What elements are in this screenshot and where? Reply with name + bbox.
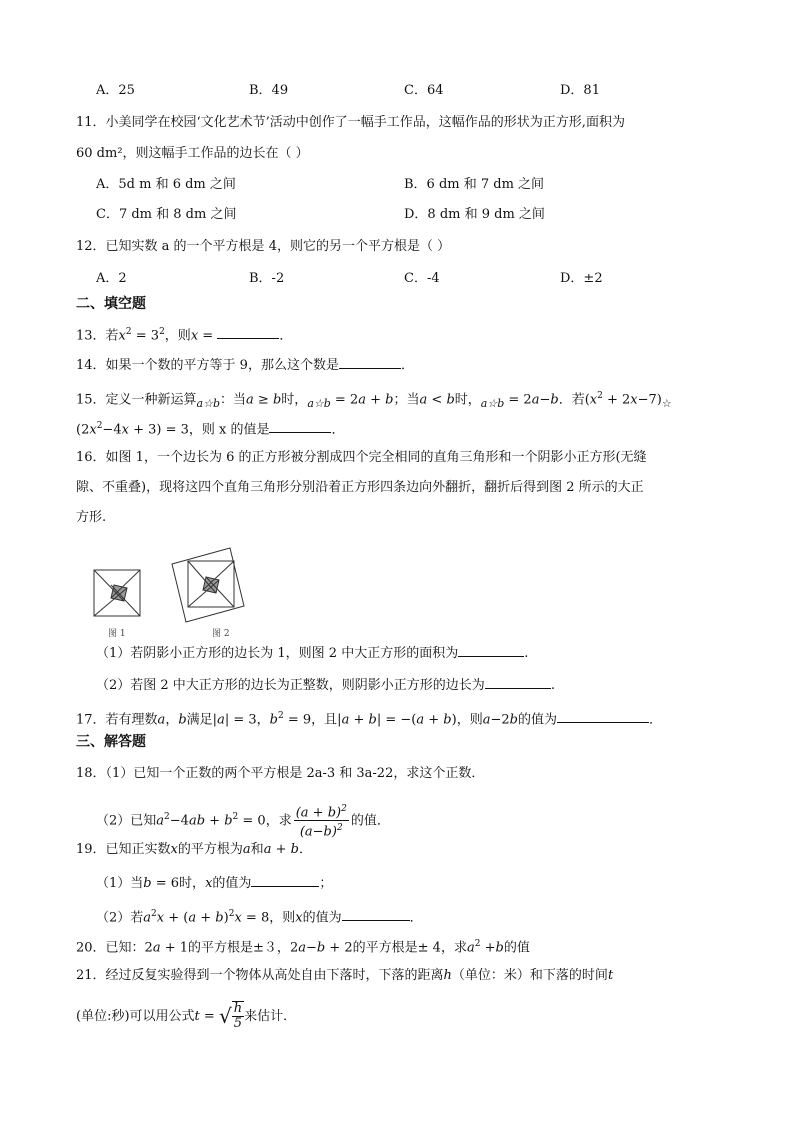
q17-c5: 的值为 (517, 712, 557, 728)
q13-mid: ，则 (164, 328, 191, 344)
q16-line1: 16．如图 1，一个边长为 6 的正方形被分割成四个完全相同的直角三角形和一个阴影小正方形(无缝 (76, 450, 647, 465)
q12-option-b: B．-2 (249, 271, 285, 286)
q19-sub2-post: ． (409, 910, 423, 926)
q15-c1: ：当 (220, 392, 247, 408)
q10-option-d: D．81 (560, 83, 600, 98)
q19-sub1-c: 的值为 (212, 876, 252, 891)
q17-pre: 17．若有理数 (76, 712, 158, 728)
q15-blank[interactable] (269, 418, 331, 433)
q20-post: 的值 (503, 940, 530, 956)
q13-blank[interactable] (217, 324, 279, 339)
q21-line2-pre: (单位:秒)可以用公式 (76, 1008, 195, 1024)
q17-c2: ， (256, 712, 270, 728)
q21-line2: (单位:秒)可以用公式t = √ $\frac{h}{5}$ 来估计． (76, 1001, 297, 1031)
q15-c3: ；当 (393, 392, 420, 408)
q16-sub2-blank[interactable] (485, 674, 551, 689)
q19-sub1: （1）当b = 6时，x的值为 ； (96, 872, 332, 894)
q15-line2-mid: ，则 x 的值是 (188, 422, 270, 438)
q11-line2: 60 dm²，则这幅手工作品的边长在（ ） (76, 146, 309, 161)
q12-option-c: C．-4 (404, 271, 440, 286)
q16-fig1-caption: 图 1 (108, 629, 126, 639)
q18-sub2-pre: （2）已知 (96, 813, 157, 829)
q19-sub1-mid: 时， (179, 876, 206, 891)
q21-sqrt: √ $\frac{h}{5}$ (218, 1001, 243, 1031)
q19-c1: 的平方根为 (177, 842, 243, 857)
q16-sub2-end: . (550, 678, 555, 693)
q16-line3: 方形. (76, 510, 107, 525)
q15-post: ． (331, 422, 345, 438)
q16-sub1 (96, 642, 528, 664)
q21-line1: 21．经过反复实验得到一个物体从高处自由下落时，下落的距离h（单位：米）和下落的时间t (76, 968, 614, 983)
q16-sub1-text: （1）若阴影小正方形的边长为 1，则图 2 中大正方形的面积为 (96, 646, 459, 661)
q11-option-d: D．8 dm 和 9 dm 之间 (404, 207, 545, 222)
q18-line1: 18．（1）已知一个正数的两个平方根是 2a-3 和 3a-22，求这个正数． (76, 766, 485, 781)
q15-pre: 15．定义一种新运算 (76, 392, 197, 408)
q13-post: ． (279, 328, 293, 344)
q19-sub2-c: 的值为 (302, 910, 342, 926)
q16-line2: 隙、不重叠)，现将这四个直角三角形分别沿着正方形四条边向外翻折，翻折后得到图 2 所示的大正 (76, 480, 644, 495)
q18-sub2: （2）已知$a^2-4ab + b^2 = 0$，求 $\frac{(a + b)^2}{(a-b)^2}$ 的值． (96, 804, 390, 840)
q17-sep: ， (165, 712, 179, 728)
q10-option-a: A．25 (96, 83, 135, 98)
q19-pre: 19．已知正实数 (76, 842, 171, 857)
q16-sub1-blank[interactable] (458, 642, 524, 657)
section-answer-heading: 三、解答题 (76, 734, 146, 750)
figure-2 (172, 548, 244, 622)
q11-option-c: C．7 dm 和 8 dm 之间 (96, 207, 237, 222)
q13-pre: 13．若 (76, 328, 119, 344)
q14-post: ． (400, 358, 414, 373)
q16-sub1-end: . (524, 646, 529, 661)
q19-sub2-blank[interactable] (342, 906, 410, 921)
q10-option-b: B．49 (249, 83, 289, 98)
q19-sub2-mid: ，则 (269, 910, 296, 926)
q14 (76, 354, 414, 376)
q11-line1: 11．小美同学在校园‘文化艺术节’活动中创作了一幅手工作品，这幅作品的形状为正方形,面积为 (76, 115, 625, 130)
q19-sub1-blank[interactable] (251, 872, 319, 887)
q15-c2: 时， (281, 392, 308, 408)
q12-option-a: A．2 (96, 271, 127, 286)
q17-c1: 满足 (186, 712, 213, 728)
q20: 20．已知：2a + 1的平方根是±３，2a−b + 2的平方根是± 4，求$a^2 +b$的值 (76, 939, 530, 956)
q16-sub2-text: （2）若图 2 中大正方形的边长为正整数，则阴影小正方形的边长为 (96, 678, 485, 693)
q21-line1-pre: 21．经过反复实验得到一个物体从高处自由下落时，下落的距离 (76, 968, 444, 983)
q17-c3: ，且 (311, 712, 338, 728)
q14-blank[interactable] (339, 354, 401, 369)
q21-line2-post: 来估计． (244, 1008, 297, 1024)
q19-sub2-pre: （2）若 (96, 910, 144, 926)
q18-fraction: $\frac{(a + b)^2}{(a-b)^2}$ (295, 804, 347, 840)
q18-sub2-mid: ，求 (265, 813, 292, 829)
q19: 19．已知正实数x的平方根为a和a + b． (76, 842, 312, 857)
q19-sub2: （2）若$a^2x + (a + b)^2x = 8$，则x的值为 ． (96, 904, 423, 928)
q16-sub2 (96, 674, 555, 696)
q17-post: ． (648, 712, 662, 728)
q19-sub1-post: ； (319, 876, 333, 891)
q15-c5: ．若 (558, 392, 585, 408)
q20-pre: 20．已知： (76, 940, 145, 956)
section-fill-in-heading: 二、填空题 (76, 296, 146, 312)
q10-option-c: C．64 (404, 83, 444, 98)
q16-fig2-caption: 图 2 (212, 629, 230, 639)
q17: 17．若有理数a，b满足|a| = 3，$b^2 = 9$，且|a + b| = −(a + b)，则a−2b的值为 ． (76, 706, 662, 730)
q17-blank[interactable] (557, 708, 649, 723)
q15-c4: 时， (454, 392, 481, 408)
q11-option-b: B．6 dm 和 7 dm 之间 (404, 177, 545, 192)
q17-c4: ，则 (456, 712, 483, 728)
q20-c1: 的平方根是±３， (188, 940, 290, 956)
q12-text: 12．已知实数 a 的一个平方根是 4，则它的另一个平方根是（ ） (76, 239, 451, 254)
q13: 13．若$x^2 = 3^2$，则x = ． (76, 322, 292, 346)
q12-option-d: D．±2 (560, 271, 603, 286)
q14-pre: 14．如果一个数的平方等于 9，那么这个数是 (76, 358, 339, 373)
q19-sub1-pre: （1）当 (96, 876, 144, 891)
q18-sub2-post: 的值． (350, 813, 390, 829)
q19-post: ． (298, 842, 312, 857)
q20-c2: 的平方根是± 4，求 (352, 940, 467, 956)
figure-1 (94, 570, 140, 616)
q15-line1: 15．定义一种新运算$_{a☆b}$：当a ≥ b时，$_{a☆b}$ = 2a + b；当a < b时，$_{a☆b}$ = 2a−b．若$(x^2 + 2x-7)_☆$ (76, 391, 672, 411)
q15-line2: $(2x^2-4x + 3) = 3$，则 x 的值是 ． (76, 416, 345, 440)
q21-line1-mid: （单位：米）和下落的时间 (451, 968, 608, 983)
q19-c2: 和 (250, 842, 264, 857)
q11-option-a: A．5d m 和 6 dm 之间 (96, 177, 236, 192)
